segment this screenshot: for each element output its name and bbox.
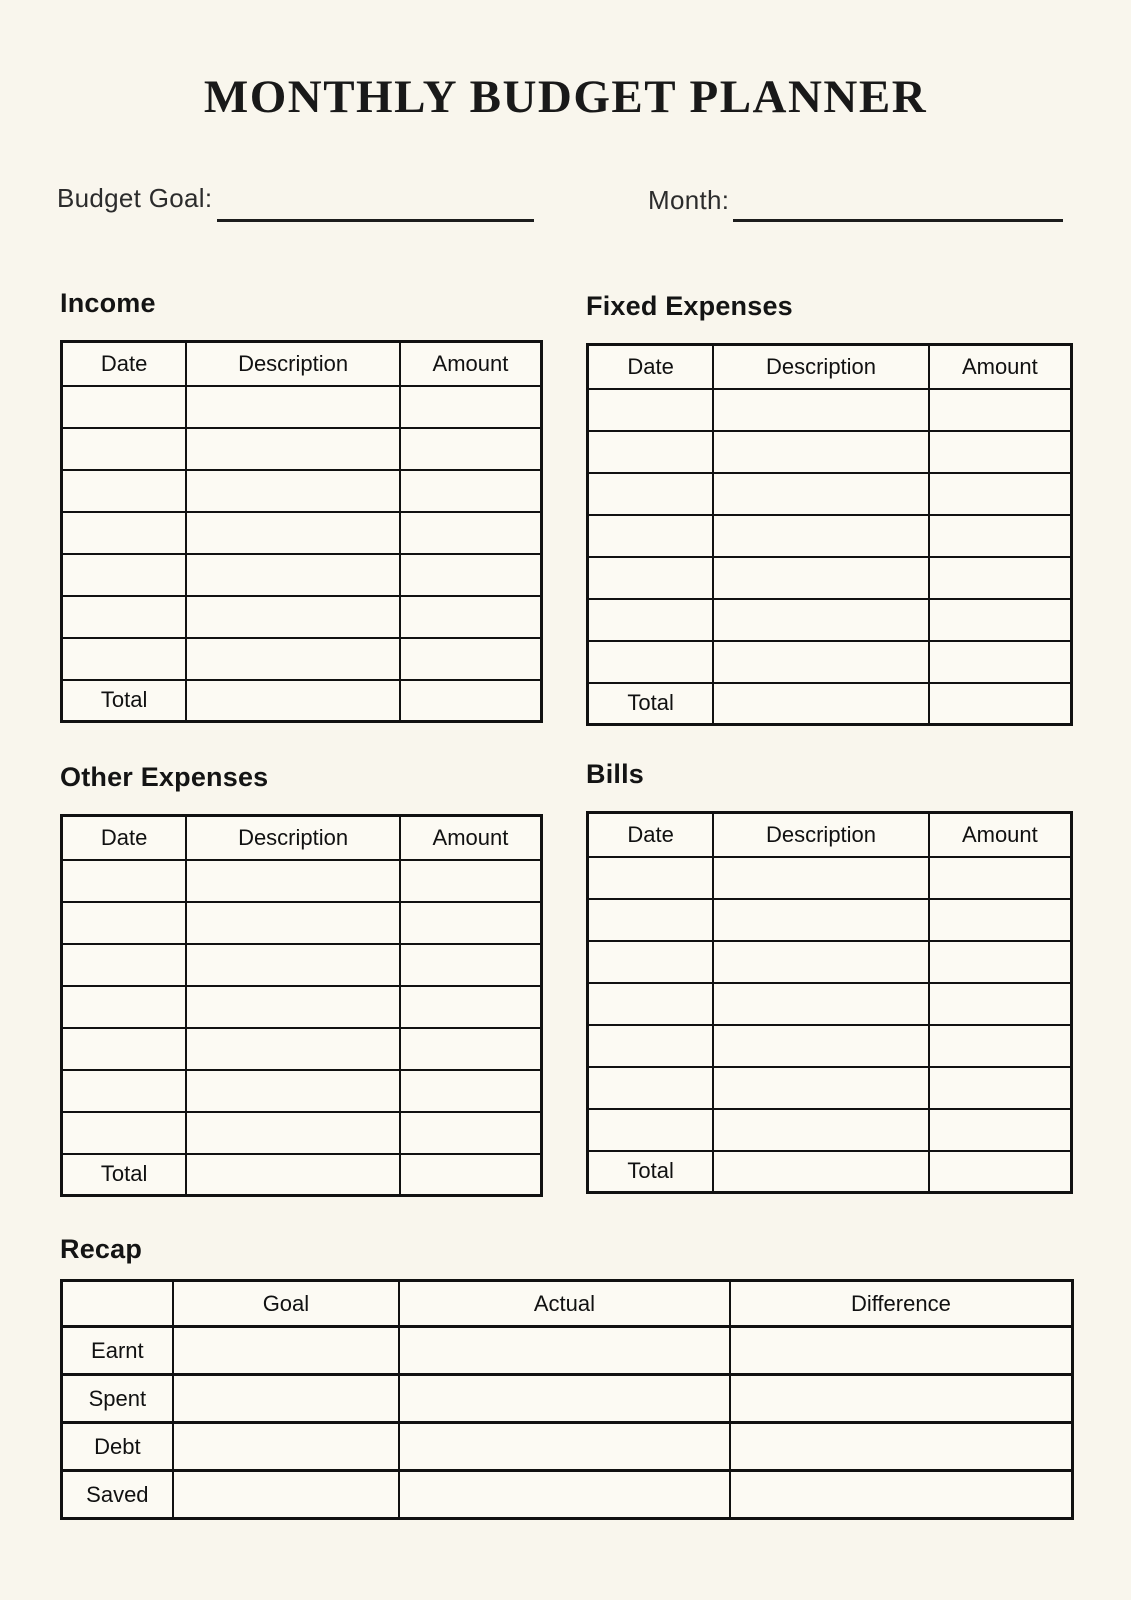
col-header-amount: Amount [400, 342, 542, 386]
total-amount-cell [929, 683, 1072, 725]
date-cell [62, 986, 187, 1028]
date-cell [62, 944, 187, 986]
col-header-description: Description [713, 345, 928, 389]
description-cell [186, 1070, 400, 1112]
amount-cell [929, 941, 1072, 983]
date-cell [62, 512, 187, 554]
amount-cell [929, 473, 1072, 515]
amount-cell [400, 638, 542, 680]
difference-cell [730, 1375, 1073, 1423]
row-label-cell: Saved [62, 1471, 173, 1519]
col-header-description: Description [186, 816, 400, 860]
blank-row [588, 941, 1072, 983]
total-label-cell: Total [588, 1151, 714, 1193]
blank-row [62, 386, 542, 428]
date-cell [62, 860, 187, 902]
blank-row [588, 1067, 1072, 1109]
col-header-date: Date [62, 816, 187, 860]
total-description-cell [713, 1151, 928, 1193]
recap-row-earnt [62, 1327, 1073, 1375]
amount-cell [400, 428, 542, 470]
date-cell [62, 554, 187, 596]
amount-cell [400, 944, 542, 986]
date-cell [588, 899, 714, 941]
description-cell [186, 986, 400, 1028]
other-expenses-heading: Other Expenses [60, 762, 269, 792]
description-cell [186, 860, 400, 902]
total-description-cell [186, 1154, 400, 1196]
section-bills [586, 758, 1073, 1194]
blank-row [588, 389, 1072, 431]
description-cell [186, 470, 400, 512]
amount-cell [400, 470, 542, 512]
description-cell [186, 1112, 400, 1154]
blank-row [62, 470, 542, 512]
total-row [588, 683, 1072, 725]
amount-cell [929, 1067, 1072, 1109]
amount-cell [929, 1025, 1072, 1067]
amount-cell [400, 1070, 542, 1112]
recap-table [60, 1279, 1074, 1520]
col-header-date: Date [588, 345, 714, 389]
date-cell [62, 1112, 187, 1154]
blank-row [62, 428, 542, 470]
date-cell [62, 1028, 187, 1070]
description-cell [713, 899, 928, 941]
amount-cell [400, 902, 542, 944]
col-header-description: Description [713, 813, 928, 857]
date-cell [62, 386, 187, 428]
description-cell [186, 1028, 400, 1070]
blank-row [588, 515, 1072, 557]
amount-cell [400, 1112, 542, 1154]
amount-cell [400, 596, 542, 638]
blank-row [588, 1025, 1072, 1067]
date-cell [588, 941, 714, 983]
recap-row-saved [62, 1471, 1073, 1519]
blank-row [62, 1028, 542, 1070]
blank-row [62, 902, 542, 944]
amount-cell [929, 983, 1072, 1025]
total-row [588, 1151, 1072, 1193]
description-cell [186, 944, 400, 986]
total-row [62, 1154, 542, 1196]
blank-row [588, 899, 1072, 941]
goal-cell [173, 1327, 399, 1375]
date-cell [588, 431, 714, 473]
description-cell [713, 389, 928, 431]
total-amount-cell [400, 1154, 542, 1196]
amount-cell [929, 389, 1072, 431]
budget-goal-line [217, 192, 534, 222]
description-cell [713, 1109, 928, 1151]
header-row [62, 816, 542, 860]
month-label: Month: [648, 185, 730, 215]
description-cell [713, 473, 928, 515]
amount-cell [400, 986, 542, 1028]
recap-row-spent [62, 1375, 1073, 1423]
difference-cell [730, 1327, 1073, 1375]
blank-row [588, 1109, 1072, 1151]
income-table [60, 340, 543, 723]
section-income [60, 287, 543, 723]
blank-row [588, 599, 1072, 641]
col-header-actual: Actual [399, 1281, 730, 1327]
col-header-description: Description [186, 342, 400, 386]
section-fixed-expenses [586, 290, 1073, 726]
date-cell [62, 428, 187, 470]
total-amount-cell [929, 1151, 1072, 1193]
blank-row [588, 641, 1072, 683]
amount-cell [929, 431, 1072, 473]
date-cell [62, 470, 187, 512]
blank-row [62, 1112, 542, 1154]
month-line [733, 192, 1063, 222]
blank-row [588, 473, 1072, 515]
col-header-date: Date [588, 813, 714, 857]
date-cell [588, 599, 714, 641]
row-label-cell: Earnt [62, 1327, 173, 1375]
description-cell [713, 857, 928, 899]
header-row [588, 345, 1072, 389]
col-header-difference: Difference [730, 1281, 1073, 1327]
header-row [588, 813, 1072, 857]
blank-row [588, 431, 1072, 473]
date-cell [588, 641, 714, 683]
actual-cell [399, 1375, 730, 1423]
description-cell [713, 1067, 928, 1109]
col-header-amount: Amount [929, 813, 1072, 857]
amount-cell [400, 1028, 542, 1070]
fixed-expenses-heading: Fixed Expenses [586, 291, 793, 321]
amount-cell [400, 386, 542, 428]
amount-cell [400, 554, 542, 596]
date-cell [62, 1070, 187, 1112]
bills-table [586, 811, 1073, 1194]
amount-cell [929, 641, 1072, 683]
col-header-amount: Amount [929, 345, 1072, 389]
amount-cell [929, 899, 1072, 941]
description-cell [186, 596, 400, 638]
blank-row [62, 638, 542, 680]
date-cell [588, 983, 714, 1025]
description-cell [713, 641, 928, 683]
description-cell [186, 554, 400, 596]
date-cell [588, 389, 714, 431]
blank-row [62, 596, 542, 638]
amount-cell [929, 1109, 1072, 1151]
description-cell [713, 515, 928, 557]
header-row [62, 342, 542, 386]
description-cell [186, 512, 400, 554]
actual-cell [399, 1471, 730, 1519]
blank-row [588, 857, 1072, 899]
amount-cell [929, 557, 1072, 599]
total-label-cell: Total [62, 1154, 187, 1196]
blank-row [588, 983, 1072, 1025]
total-description-cell [713, 683, 928, 725]
budget-goal-label: Budget Goal: [57, 183, 213, 213]
blank-row [62, 944, 542, 986]
other-expenses-table [60, 814, 543, 1197]
recap-heading: Recap [60, 1234, 143, 1264]
description-cell [713, 431, 928, 473]
difference-cell [730, 1471, 1073, 1519]
description-cell [713, 983, 928, 1025]
row-label-cell: Spent [62, 1375, 173, 1423]
date-cell [588, 557, 714, 599]
goal-cell [173, 1375, 399, 1423]
total-row [62, 680, 542, 722]
description-cell [713, 599, 928, 641]
amount-cell [400, 860, 542, 902]
col-header-amount: Amount [400, 816, 542, 860]
date-cell [588, 1109, 714, 1151]
blank-row [588, 557, 1072, 599]
description-cell [713, 1025, 928, 1067]
blank-row [62, 986, 542, 1028]
blank-row [62, 860, 542, 902]
col-header-date: Date [62, 342, 187, 386]
fixed-expenses-table [586, 343, 1073, 726]
goal-cell [173, 1471, 399, 1519]
total-label-cell: Total [588, 683, 714, 725]
goal-cell [173, 1423, 399, 1471]
date-cell [62, 902, 187, 944]
date-cell [62, 638, 187, 680]
description-cell [713, 557, 928, 599]
description-cell [186, 386, 400, 428]
amount-cell [929, 515, 1072, 557]
section-recap [60, 1233, 1074, 1520]
row-label-cell: Debt [62, 1423, 173, 1471]
description-cell [186, 902, 400, 944]
description-cell [186, 638, 400, 680]
actual-cell [399, 1327, 730, 1375]
total-label-cell: Total [62, 680, 187, 722]
date-cell [588, 515, 714, 557]
income-heading: Income [60, 288, 156, 318]
amount-cell [929, 857, 1072, 899]
amount-cell [400, 512, 542, 554]
date-cell [588, 473, 714, 515]
bills-heading: Bills [586, 759, 645, 789]
section-other-expenses [60, 761, 543, 1197]
date-cell [588, 857, 714, 899]
blank-row [62, 512, 542, 554]
page-title: MONTHLY BUDGET PLANNER [203, 71, 928, 123]
total-amount-cell [400, 680, 542, 722]
recap-corner-cell [62, 1281, 173, 1327]
col-header-goal: Goal [173, 1281, 399, 1327]
blank-row [62, 554, 542, 596]
header-row [62, 1281, 1073, 1327]
date-cell [588, 1067, 714, 1109]
description-cell [186, 428, 400, 470]
description-cell [713, 941, 928, 983]
date-cell [62, 596, 187, 638]
amount-cell [929, 599, 1072, 641]
recap-row-debt [62, 1423, 1073, 1471]
total-description-cell [186, 680, 400, 722]
date-cell [588, 1025, 714, 1067]
blank-row [62, 1070, 542, 1112]
difference-cell [730, 1423, 1073, 1471]
actual-cell [399, 1423, 730, 1471]
